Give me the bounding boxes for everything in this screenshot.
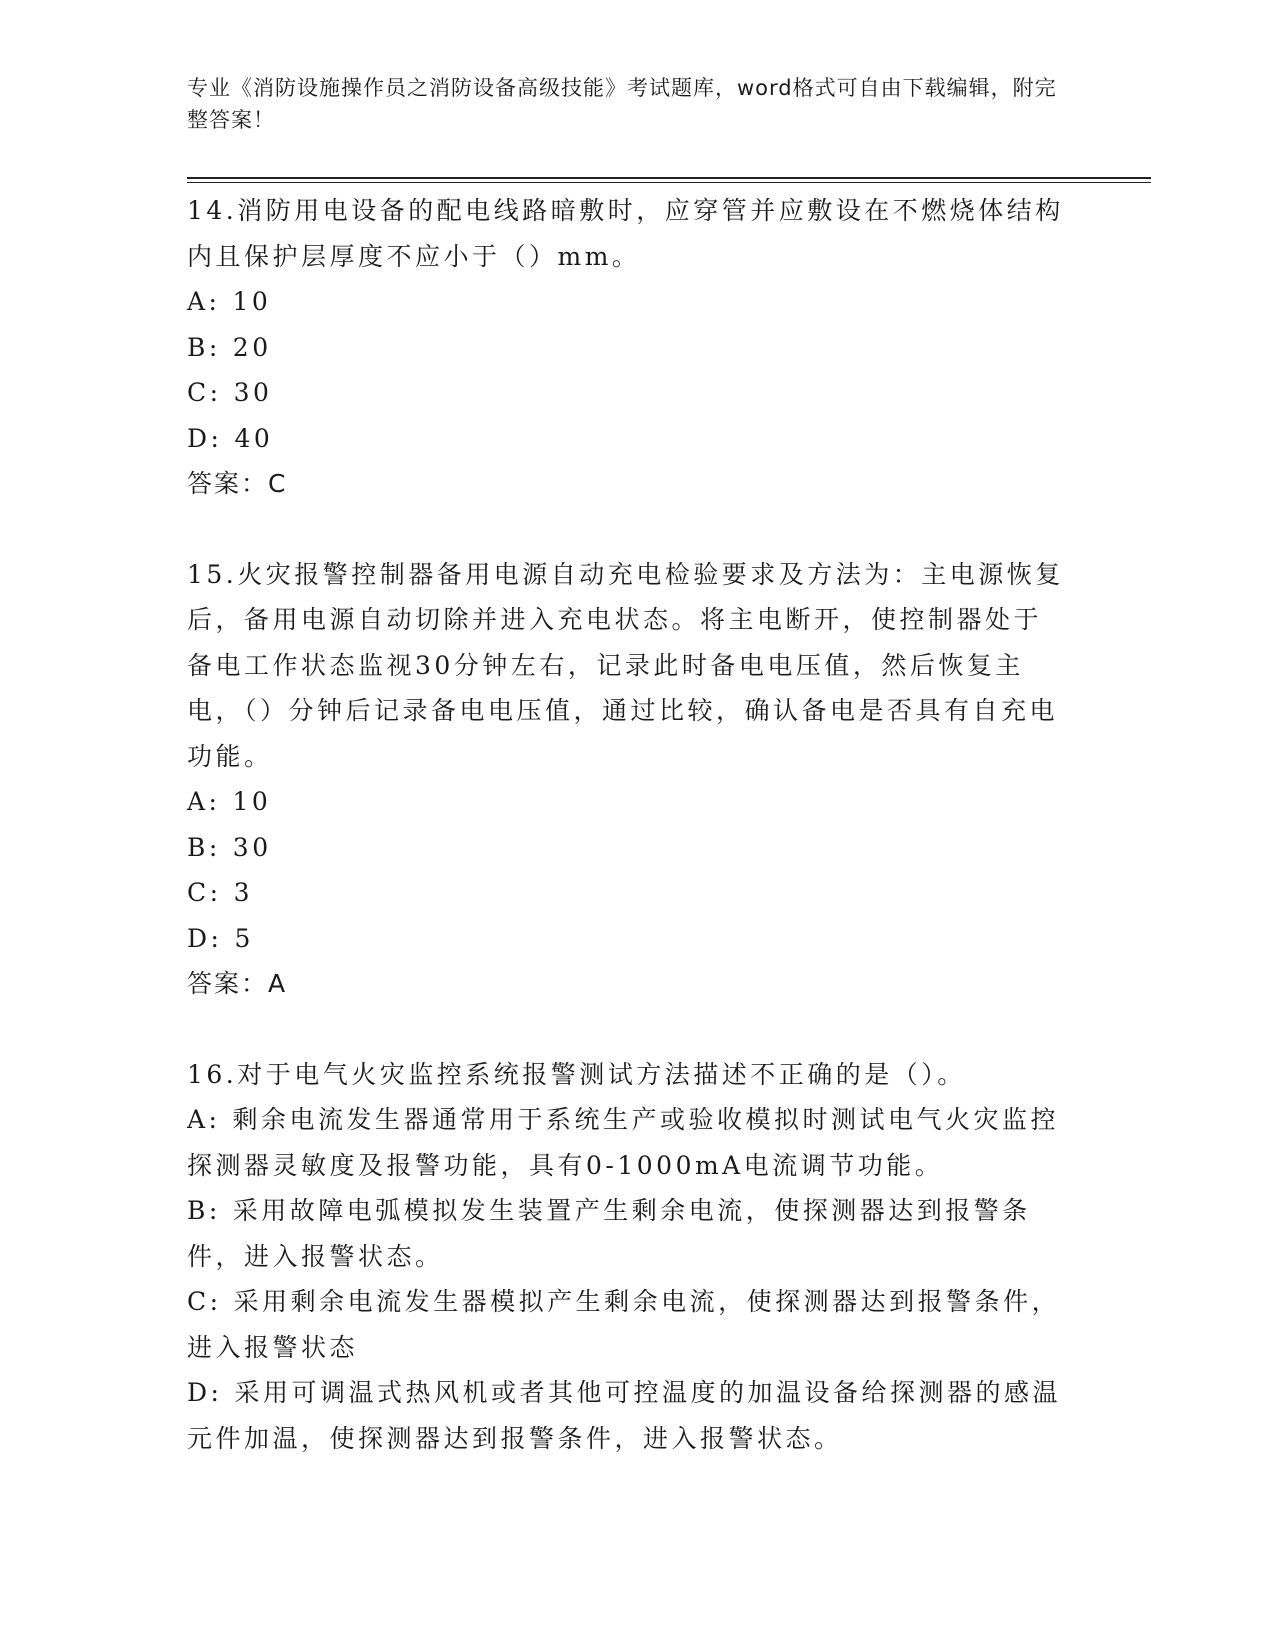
option-text: 10	[232, 787, 272, 816]
header-rule-thin	[187, 182, 1151, 183]
option-d	[187, 416, 1067, 462]
option-text: 采用故障电弧模拟发生装置产生剩余电流，使探测器达到报警条件，进入报警状态。	[187, 1196, 1031, 1271]
option-label: A:	[187, 287, 221, 316]
option-d	[187, 916, 1067, 962]
option-c	[187, 1279, 1067, 1370]
option-a	[187, 1097, 1067, 1188]
option-text: 剩余电流发生器通常用于系统生产或验收模拟时测试电气火灾监控探测器灵敏度及报警功能，具有0-1000mA电流调节功能。	[187, 1105, 1059, 1180]
option-a	[187, 279, 1067, 325]
option-d	[187, 1370, 1067, 1461]
option-text: 采用剩余电流发生器模拟产生剩余电流，使探测器达到报警条件，进入报警状态	[187, 1287, 1061, 1362]
option-c	[187, 870, 1067, 916]
option-label: A:	[187, 787, 221, 816]
option-text: 3	[233, 878, 253, 907]
option-text: 5	[234, 923, 254, 953]
option-text: 采用可调温式热风机或者其他可控温度的加温设备给探测器的感温元件加温，使探测器达到报警条件，进入报警状态。	[187, 1378, 1061, 1453]
question-stem: 15.火灾报警控制器备用电源自动充电检验要求及方法为：主电源恢复后，备用电源自动切除并进入充电状态。将主电断开，使控制器处于备电工作状态监视30分钟左右，记录此时备电电压值，然后恢复主电，（）分钟后记录备电电压值，通过比较，确认备电是否具有自充电功能。	[187, 559, 1064, 771]
option-a	[187, 779, 1067, 825]
option-label: D:	[187, 1378, 223, 1407]
header-rule-thick	[187, 177, 1151, 179]
question-spacer	[187, 1007, 1067, 1052]
option-b	[187, 325, 1067, 371]
header-text: 专业《消防设施操作员之消防设备高级技能》考试题库，word格式可自由下载编辑，附完整答案！	[187, 76, 1057, 132]
question-16	[187, 1052, 1067, 1462]
option-label: C:	[187, 878, 222, 907]
option-b	[187, 825, 1067, 871]
option-label: D:	[187, 923, 223, 953]
option-text: 30	[233, 378, 273, 407]
option-label: D:	[187, 423, 223, 453]
option-label: B:	[187, 1196, 221, 1225]
answer-line: 答案：A	[187, 969, 288, 998]
option-label: B:	[187, 832, 221, 862]
question-14	[187, 188, 1067, 507]
option-label: C:	[187, 1287, 222, 1316]
option-text: 40	[234, 423, 274, 453]
option-label: A:	[187, 1105, 221, 1134]
option-text: 20	[232, 332, 272, 362]
question-stem: 16.对于电气火灾监控系统报警测试方法描述不正确的是（）。	[187, 1059, 966, 1089]
option-b	[187, 1188, 1067, 1279]
question-spacer	[187, 507, 1067, 552]
option-c	[187, 370, 1067, 416]
option-label: C:	[187, 378, 222, 407]
answer-line: 答案：C	[187, 469, 288, 498]
question-list	[187, 188, 1067, 1461]
question-stem: 14.消防用电设备的配电线路暗敷时，应穿管并应敷设在不燃烧体结构内且保护层厚度不应小于（）mm。	[187, 196, 1064, 271]
option-text: 10	[232, 287, 272, 316]
option-text: 30	[232, 832, 272, 862]
page-header	[187, 72, 1067, 136]
question-15	[187, 552, 1067, 1007]
option-label: B:	[187, 332, 221, 362]
